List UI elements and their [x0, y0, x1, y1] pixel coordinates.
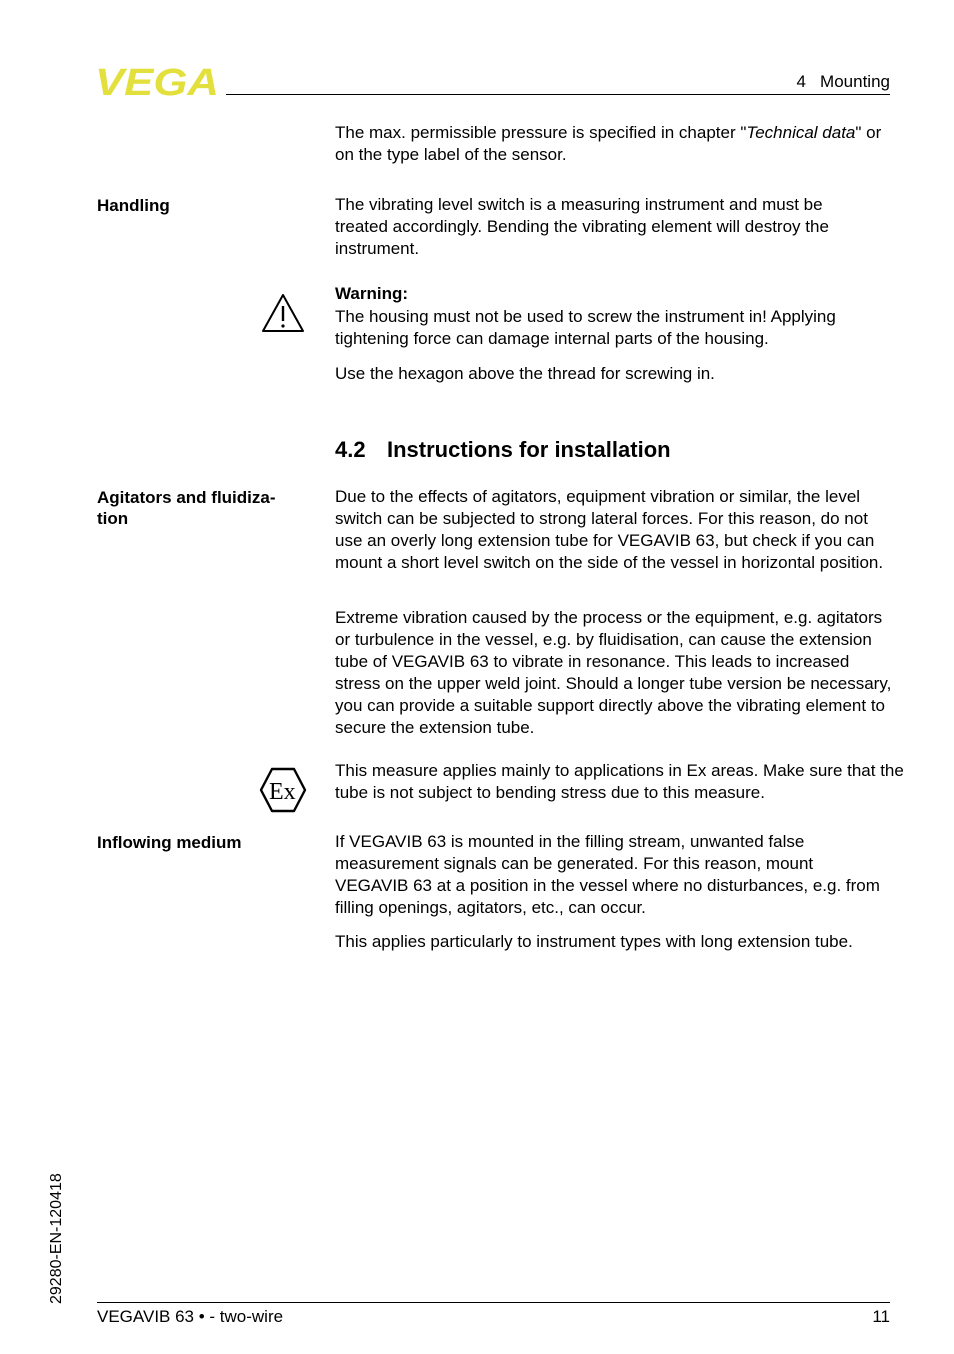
warning-icon [261, 293, 305, 333]
inflowing-para2: This applies particularly to instrument types with long extension tube. [335, 932, 853, 951]
inflowing-label: Inflowing medium [97, 833, 242, 852]
technical-data-ref: Technical data [746, 123, 856, 142]
header-rule [226, 94, 890, 95]
footer-product: VEGAVIB 63 • - two-wire [97, 1307, 284, 1326]
hexagon-text: Use the hexagon above the thread for screwing in. [335, 364, 715, 383]
inflowing-para1: If VEGAVIB 63 is mounted in the filling stream, unwanted false measurement signals can be generated. For this reason, mount VEGAVIB 63 at a position in the vessel where no disturbances, e.g. from filling openings, agitators, etc., can occur. [335, 832, 880, 917]
section-title: Instructions for installation [387, 437, 671, 462]
chapter-header: 4 Mounting [796, 72, 890, 91]
svg-text:Ex: Ex [269, 779, 296, 805]
intro-text: The max. permissible pressure is specified in chapter "Technical data" or on the type label of the sensor. [335, 123, 882, 164]
vega-logo [95, 64, 221, 98]
agitators-label: Agitators and fluidiza- tion [97, 488, 276, 528]
section-heading [335, 437, 671, 463]
footer-rule [97, 1302, 890, 1303]
page-number: 11 [872, 1307, 890, 1326]
section-number: 4.2 [335, 437, 366, 462]
ex-text: This measure applies mainly to applications in Ex areas. Make sure that the tube is not subject to bending stress due to this measure. [335, 761, 904, 802]
handling-text: The vibrating level switch is a measuring instrument and must be treated accordingly. Bending the vibrating element will destroy the instrument. [335, 195, 829, 258]
warning-text: The housing must not be used to screw the instrument in! Applying tightening force can damage internal parts of the housing. [335, 307, 836, 348]
ex-icon [259, 767, 307, 813]
warning-title: Warning: [335, 284, 409, 303]
document-code: 29280-EN-120418 [48, 1173, 65, 1304]
agitators-para2: Extreme vibration caused by the process or the equipment, e.g. agitators or turbulence in the vessel, e.g. by fluidisation, can cause the extension tube of VEGAVIB 63 to vibrate in resonance. This leads to increased stress on the upper weld joint. Should a longer tube version be necessary, you can provide a suitable support directly above the vibrating element to secure the extension tube. [335, 608, 892, 737]
handling-label: Handling [97, 196, 170, 215]
agitators-para1: Due to the effects of agitators, equipment vibration or similar, the level switch can be subjected to strong lateral forces. For this reason, do not use an overly long extension tube for VEGAVIB 63, but check if you can mount a short level switch on the side of the vessel in horizontal position. [335, 487, 884, 572]
logo-text: VEGA [95, 64, 219, 98]
